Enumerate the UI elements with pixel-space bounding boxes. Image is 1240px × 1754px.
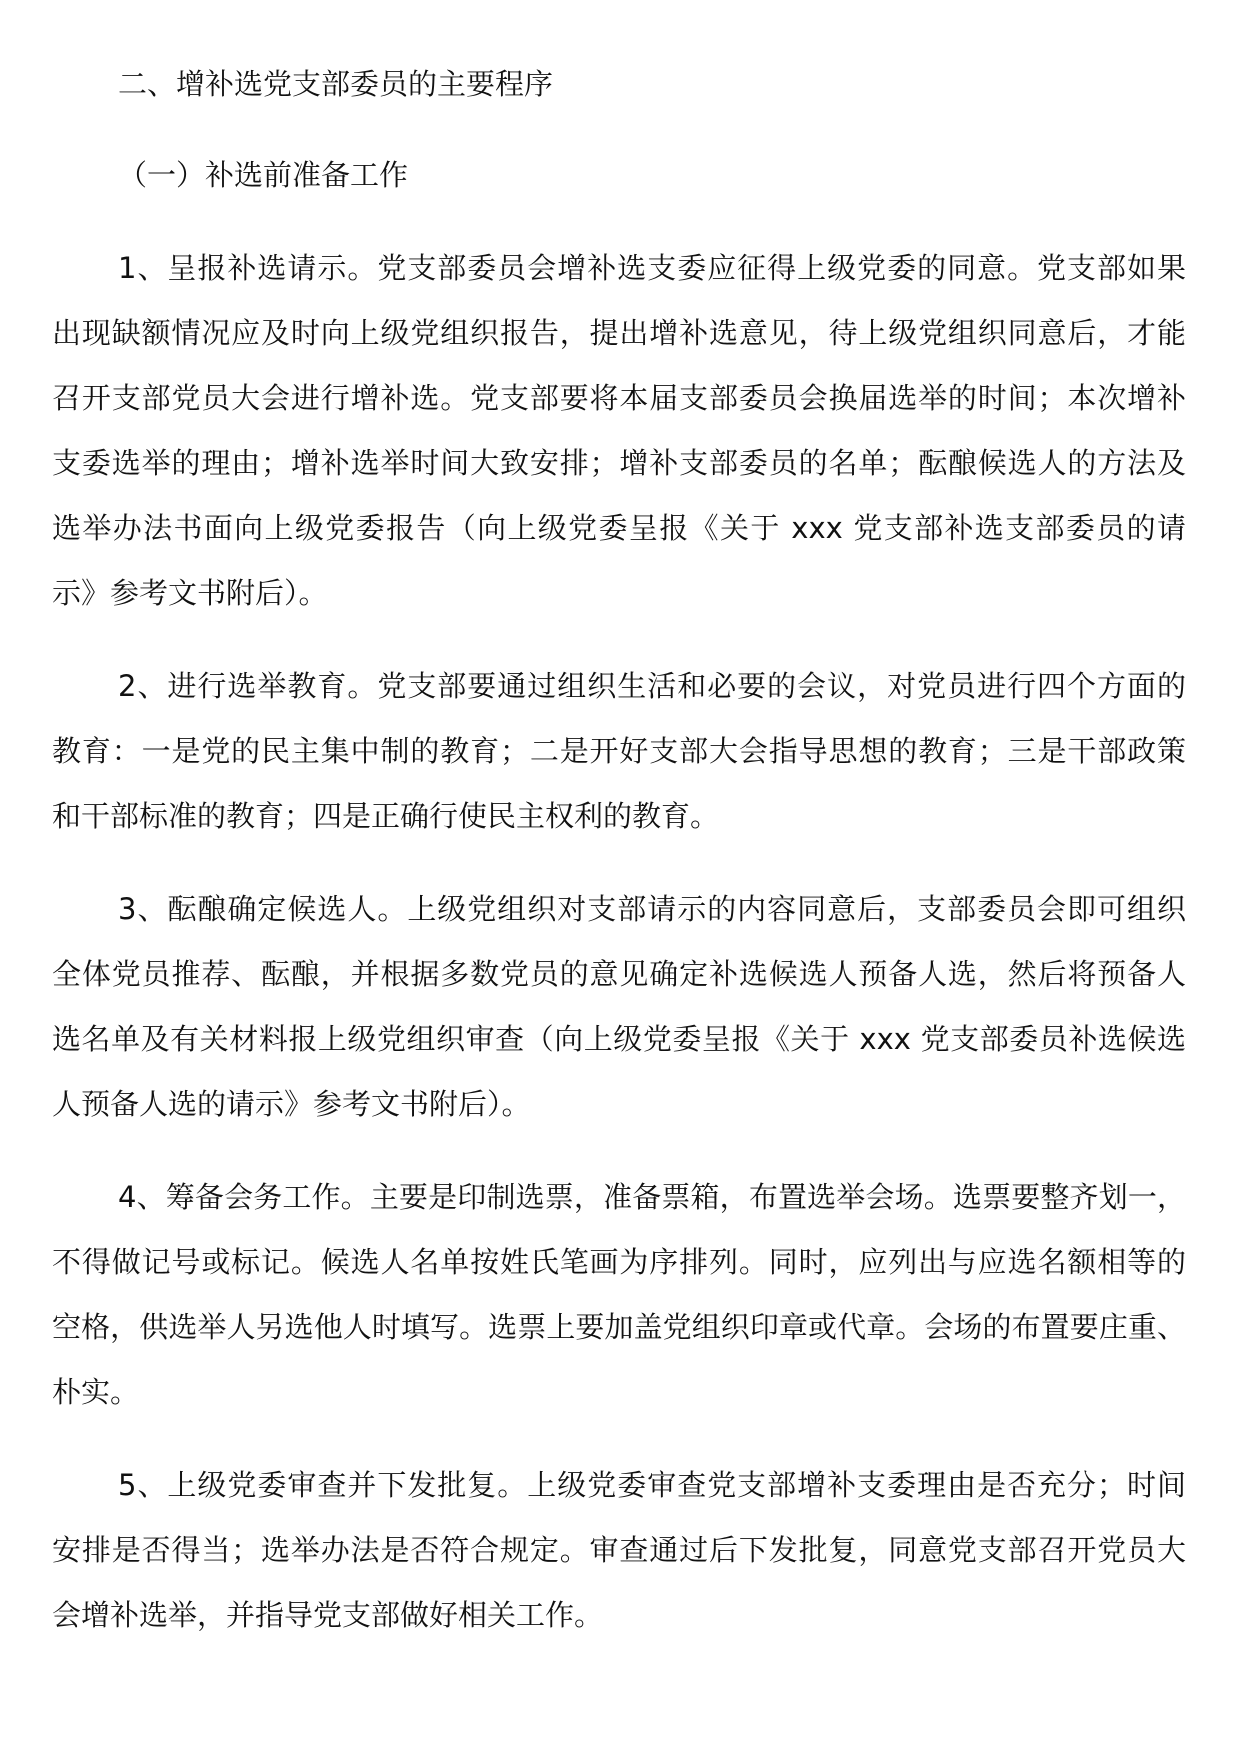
paragraph-line: 和干部标准的教育；四是正确行使民主权利的教育。 (52, 799, 720, 833)
paragraph-line: 示》参考文书附后）。 (52, 576, 328, 610)
document-page (52, 52, 1186, 1648)
subsection-heading: （一）补选前准备工作 (118, 158, 409, 192)
paragraph-line: 选名单及有关材料报上级党组织审查（向上级党委呈报《关于 xxx 党支部委员补选候选 (52, 1022, 1186, 1056)
paragraph-line: 出现缺额情况应及时向上级党组织报告，提出增补选意见，待上级党组织同意后，才能 (52, 316, 1186, 350)
section-heading: 二、增补选党支部委员的主要程序 (118, 67, 554, 101)
paragraph-line: 不得做记号或标记。候选人名单按姓氏笔画为序排列。同时，应列出与应选名额相等的 (52, 1245, 1186, 1279)
paragraph-line: 空格，供选举人另选他人时填写。选票上要加盖党组织印章或代章。会场的布置要庄重、 (52, 1310, 1186, 1344)
paragraph-4 (52, 1165, 1186, 1425)
paragraph-line: 会增补选举，并指导党支部做好相关工作。 (52, 1598, 604, 1632)
paragraph-3 (52, 877, 1186, 1137)
paragraph-line: 5、上级党委审查并下发批复。上级党委审查党支部增补支委理由是否充分；时间 (118, 1468, 1186, 1502)
paragraph-line: 选举办法书面向上级党委报告（向上级党委呈报《关于 xxx 党支部补选支部委员的请 (52, 511, 1186, 545)
paragraph-1 (52, 236, 1186, 626)
paragraph-line: 朴实。 (52, 1375, 140, 1409)
paragraph-line: 4、筹备会务工作。主要是印制选票，准备票箱，布置选举会场。选票要整齐划一， (118, 1180, 1186, 1214)
paragraph-5 (52, 1453, 1186, 1648)
paragraph-2 (52, 654, 1186, 849)
paragraph-line: 全体党员推荐、酝酿，并根据多数党员的意见确定补选候选人预备人选，然后将预备人 (52, 957, 1186, 991)
paragraph-line: 召开支部党员大会进行增补选。党支部要将本届支部委员会换届选举的时间；本次增补 (52, 381, 1186, 415)
paragraph-line: 3、酝酿确定候选人。上级党组织对支部请示的内容同意后，支部委员会即可组织 (118, 892, 1186, 926)
paragraph-line: 人预备人选的请示》参考文书附后）。 (52, 1087, 531, 1121)
paragraph-line: 2、进行选举教育。党支部要通过组织生活和必要的会议，对党员进行四个方面的 (118, 669, 1186, 703)
paragraph-line: 安排是否得当；选举办法是否符合规定。审查通过后下发批复，同意党支部召开党员大 (52, 1533, 1186, 1567)
paragraph-line: 支委选举的理由；增补选举时间大致安排；增补支部委员的名单；酝酿候选人的方法及 (52, 446, 1186, 480)
paragraph-line: 教育：一是党的民主集中制的教育；二是开好支部大会指导思想的教育；三是干部政策 (52, 734, 1186, 768)
paragraph-line: 1、呈报补选请示。党支部委员会增补选支委应征得上级党委的同意。党支部如果 (118, 251, 1186, 285)
